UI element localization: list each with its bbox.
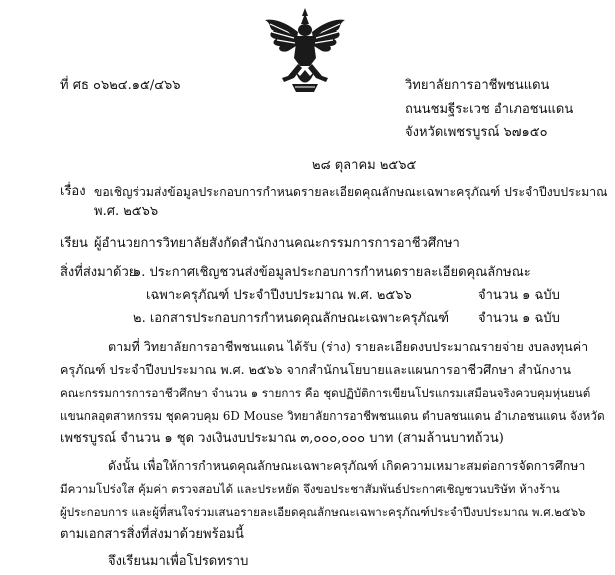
subject-line-1: ขอเชิญร่วมส่งข้อมูลประกอบการกำหนดรายละเอียดคุณลักษณะเฉพาะครุภัณฑ์ ประจำปีงบประมาณ: [94, 185, 608, 199]
org-line-2: ถนนชมฐีระเวช อำเภอชนแดน: [405, 102, 574, 117]
paragraph-1-line-4: แขนกลอุตสาหกรรม ชุดควบคุม 6D Mouse วิทยาลัยการอาชีพชนแดน ตำบลชนแดน อำเภอชนแดน จังหวัด: [60, 409, 605, 423]
paragraph-1-line-2: ครุภัณฑ์ ประจำปีงบประมาณ พ.ศ. ๒๕๖๖ จากสำนักนโยบายและแผนการอาชีวศึกษา สำนักงาน: [60, 362, 571, 377]
attachment-1-line-2: เฉพาะครุภัณฑ์ ประจำปีงบประมาณ พ.ศ. ๒๕๖๖: [146, 288, 412, 303]
attachment-1-quantity: จำนวน ๑ ฉบับ: [478, 288, 560, 303]
document-number: ที่ ศธ ๐๖๒๔.๑๕/๔๖๖: [60, 78, 181, 93]
attachment-1-line-1: ๑. ประกาศเชิญชวนส่งข้อมูลประกอบการกำหนดรายละเอียดคุณลักษณะ: [133, 265, 531, 280]
subject-line-2: พ.ศ. ๒๕๖๖: [94, 204, 159, 219]
document-date: ๒๘ ตุลาคม ๒๕๖๕: [312, 158, 417, 173]
attachment-2-quantity: จำนวน ๑ ฉบับ: [478, 311, 560, 326]
attachment-2: ๒. เอกสารประกอบการกำหนดคุณลักษณะเฉพาะครุภัณฑ์: [133, 311, 449, 326]
garuda-emblem-icon: [262, 6, 348, 94]
paragraph-1-line-5: เพชรบูรณ์ จำนวน ๑ ชุด วงเงินงบประมาณ ๓,๐๐๐,๐๐๐ บาท (สามล้านบาทถ้วน): [60, 431, 504, 446]
paragraph-2-line-3: ผู้ประกอบการ และผู้ที่สนใจร่วมเสนอรายละเอียดคุณลักษณะเฉพาะครุภัณฑ์ประจำปีงบประมาณ พ.ศ.๒๕๖๖: [60, 505, 586, 519]
recipient-text: ผู้อำนวยการวิทยาลัยสังกัดสำนักงานคณะกรรมการการอาชีวศึกษา: [94, 236, 460, 251]
subject-label: เรื่อง: [60, 184, 86, 199]
paragraph-2-line-4: ตามเอกสารสิ่งที่ส่งมาด้วยพร้อมนี้: [60, 527, 244, 542]
org-line-1: วิทยาลัยการอาชีพชนแดน: [405, 78, 550, 93]
recipient-label: เรียน: [60, 236, 88, 251]
closing-text: จึงเรียนมาเพื่อโปรดทราบ: [108, 554, 249, 569]
paragraph-2-line-1: ดังนั้น เพื่อให้การกำหนดคุณลักษณะเฉพาะครุภัณฑ์ เกิดความเหมาะสมต่อการจัดการศึกษา: [108, 458, 586, 473]
paragraph-1-line-3: คณะกรรมการการอาชีวศึกษา จำนวน ๑ รายการ คือ ชุดปฏิบัติการเขียนโปรแกรมเสมือนจริงควบคุมหุ่นยนต์: [60, 386, 591, 400]
paragraph-1-line-1: ตามที่ วิทยาลัยการอาชีพชนแดน ได้รับ (ร่าง) รายละเอียดงบประมาณรายจ่าย งบลงทุนค่า: [108, 339, 589, 354]
paragraph-2-line-2: มีความโปร่งใส คุ้มค่า ตรวจสอบได้ และประหยัด จึงขอประชาสัมพันธ์ประกาศเชิญชวนบริษัท ห้างร้าน: [60, 482, 560, 496]
attachments-label: สิ่งที่ส่งมาด้วย: [60, 265, 137, 280]
org-line-3: จังหวัดเพชรบูรณ์ ๖๗๑๕๐: [405, 125, 548, 140]
